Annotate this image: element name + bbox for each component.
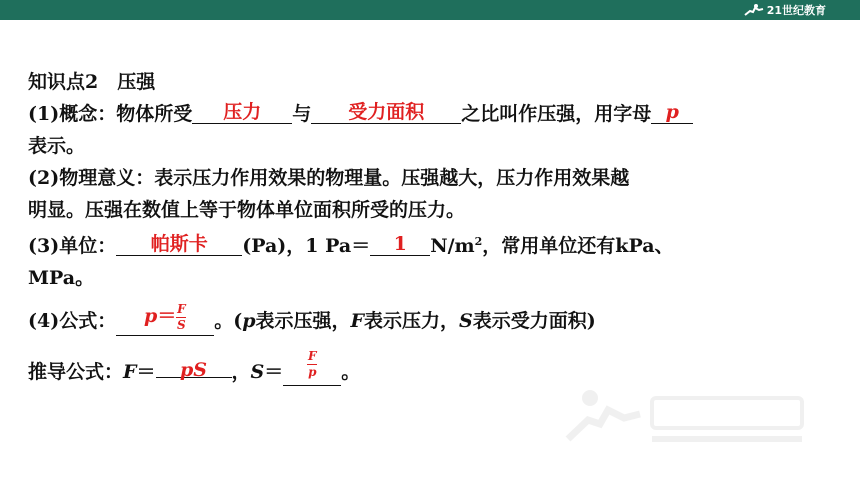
concept-line <box>28 98 828 130</box>
blank-area <box>311 101 461 124</box>
concept-prefix: (1)概念：物体所受 <box>28 103 193 125</box>
answer-fp <box>307 348 317 379</box>
unit-line <box>28 226 828 262</box>
runner-logo-icon <box>742 3 764 17</box>
answer-pascal: 帕斯卡 <box>150 233 208 255</box>
unit-suffix: ，常用单位还有kPa、 <box>482 235 674 257</box>
blank-one <box>370 233 430 256</box>
unit-exponent: 2 <box>474 235 483 248</box>
watermark-logo-icon <box>560 384 810 454</box>
formula-equals: ＝ <box>157 305 177 327</box>
var-p-desc: 表示压强， <box>255 310 351 332</box>
concept-and: 与 <box>292 103 312 125</box>
unit-prefix: (3)单位： <box>28 235 117 257</box>
derived-eq2: ＝ <box>264 361 284 383</box>
formula-prefix: (4)公式： <box>28 310 117 332</box>
unit-newton: N/m <box>430 235 475 257</box>
derived-prefix: 推导公式： <box>28 361 124 383</box>
fraction-numerator: F <box>177 301 186 316</box>
answer-formula <box>144 301 186 332</box>
derived-numerator: F <box>308 348 317 363</box>
section-heading: 知识点2 压强 <box>28 71 156 93</box>
answer-area: 受力面积 <box>348 101 425 123</box>
top-banner <box>0 0 860 20</box>
derived-f: F <box>123 361 137 383</box>
var-f-desc: 表示压力， <box>364 310 460 332</box>
derived-sep: ， <box>231 361 251 383</box>
blank-fp <box>283 348 341 386</box>
formula-p: p <box>144 305 158 327</box>
formula-line <box>28 302 828 340</box>
answer-one: 1 <box>393 233 407 255</box>
answer-symbol: p <box>665 101 679 123</box>
derived-eq1: ＝ <box>136 361 156 383</box>
formula-fraction <box>176 303 186 332</box>
brand-logo <box>742 2 826 18</box>
unit-definition: (Pa)，1 Pa＝ <box>242 235 371 257</box>
blank-symbol <box>651 101 693 124</box>
derived-fraction <box>307 350 317 379</box>
answer-pressure: 压力 <box>223 101 262 123</box>
blank-pressure <box>192 101 292 124</box>
answer-ps: pS <box>180 359 208 381</box>
var-s: S <box>459 310 473 332</box>
meaning-line-1: (2)物理意义：表示压力作用效果的物理量。压强越大，压力作用效果越 <box>28 167 630 189</box>
fraction-denominator: S <box>177 317 186 332</box>
derived-denominator: p <box>308 364 317 379</box>
meaning-line-2: 明显。压强在数值上等于物体单位面积所受的压力。 <box>28 199 466 221</box>
blank-pascal <box>116 233 242 256</box>
concept-suffix: 之比叫作压强，用字母 <box>461 103 652 125</box>
blank-ps <box>156 355 232 381</box>
brand-text: 21世纪教育 <box>766 4 826 17</box>
unit-tail: MPa。 <box>28 267 95 289</box>
var-f: F <box>350 310 365 332</box>
formula-open: 。( <box>214 310 243 332</box>
var-p: p <box>242 310 256 332</box>
document-body <box>28 66 828 392</box>
derived-end: 。 <box>341 361 361 383</box>
var-s-desc: 表示受力面积) <box>472 310 596 332</box>
blank-formula <box>116 301 214 336</box>
concept-tail: 表示。 <box>28 135 86 157</box>
derived-s: S <box>250 361 265 383</box>
